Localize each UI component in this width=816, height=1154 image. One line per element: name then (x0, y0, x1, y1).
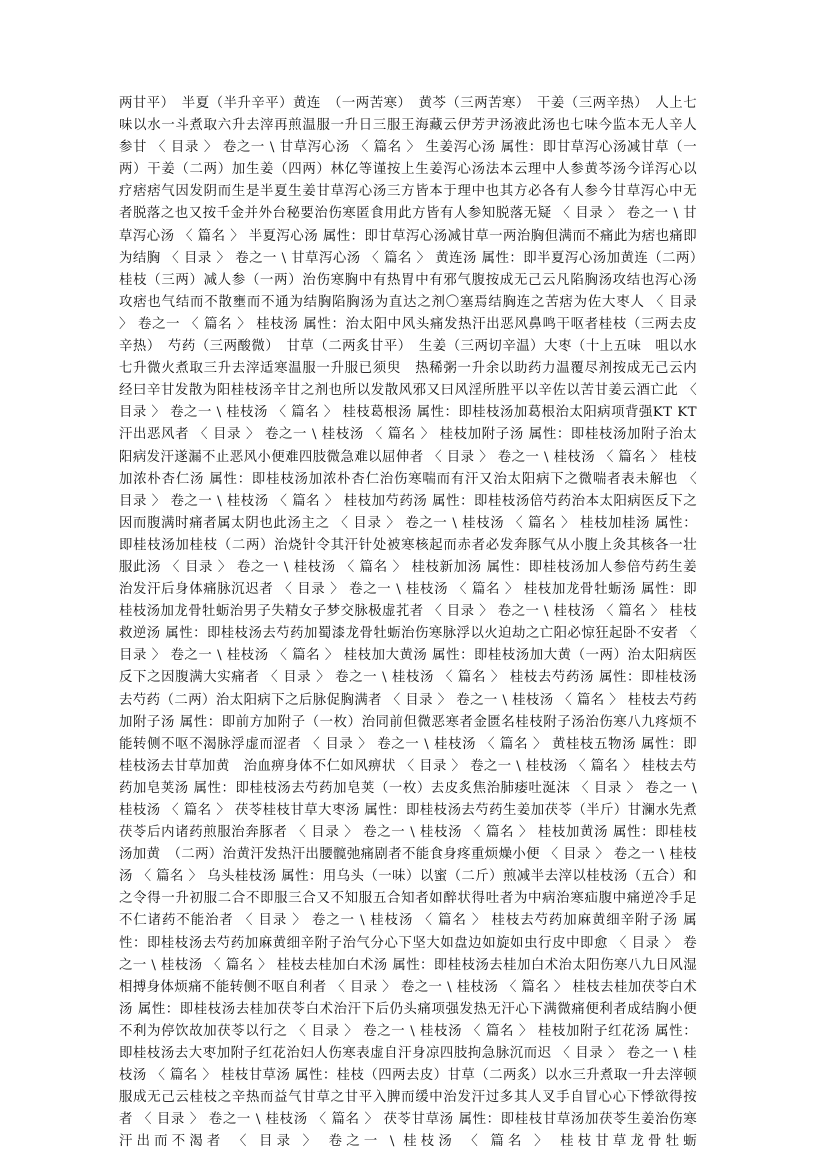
document-page (119, 93, 697, 1150)
document-body-text: 两甘平） 半夏（半升辛平）黄连 （一两苦寒） 黄芩（三两苦寒） 干姜（三两辛热） 人上七味以水一斗煮取六升去滓再煎温服一升日三服王海藏云伊芳尹汤液此汤也七味今监本无人辛人参甘 〈 目录 〉 卷之一 \ 甘草泻心汤 〈 篇名 〉 生姜泻心汤 属性：即甘草泻心汤减甘草（一两）干姜（二两）加生姜（四两）林亿等谨按上生姜泻心汤法本云理中人参黄芩汤今详泻心以疗痞痞气因发阴而生是半夏生姜甘草泻心汤三方皆本于理中也其方必各有人参今甘草泻心中无者脱落之也又按千金并外台秘要治伤寒匿食用此方皆有人参知脱落无疑 〈 目录 〉 卷之一 \ 甘草泻心汤 〈 篇名 〉 半夏泻心汤 属性：即甘草泻心汤减甘草一两治胸但满而不痛此为痞也痛即为结胸 〈 目录 〉 卷之一 \ 甘草泻心汤 〈 篇名 〉 黄连汤 属性：即半夏泻心汤加黄连（二两）桂枝（三两）减人参（一两）治伤寒胸中有热胃中有邪气腹按成无己云凡陷胸汤攻结也泻心汤攻痞也气结而不散壅而不通为结胸陷胸汤为直达之剂〇塞焉结胸连之苦痞为佐大枣人 〈 目录 〉 卷之一 〈 篇名 〉 桂枝汤 属性：治太阳中风头痛发热汗出恶风鼻鸣干呕者桂枝（三两去皮辛热） 芍药（三两酸微） 甘草（二两炙甘平） 生姜（三两切辛温）大枣（十上五味 咀以水七升微火煮取三升去滓适寒温服一升服已须臾 热稀粥一升余以助药力温覆尽剂按成无己云内经曰辛甘发散为阳桂枝汤辛甘之剂也所以发散风邪又曰风淫所胜平以辛佐以苦甘姜云酒亡此 〈 目录 〉 卷之一 \ 桂枝汤 〈 篇名 〉 桂枝葛根汤 属性：即桂枝汤加葛根治太阳病项背强KT KT 汗出恶风者 〈 目录 〉 卷之一 \ 桂枝汤 〈 篇名 〉 桂枝加附子汤 属性：即桂枝汤加附子治太阳病发汗遂漏不止恶风小便难四肢微急难以屈伸者 〈 目录 〉 卷之一 \ 桂枝汤 〈 篇名 〉 桂枝加浓朴杏仁汤 属性：即桂枝汤加浓朴杏仁治伤寒喘而有汗又治太阳病下之微喘者表未解也 〈 目录 〉 卷之一 \ 桂枝汤 〈 篇名 〉 桂枝加芍药汤 属性：即桂枝汤倍芍药治本太阳病医反下之因而腹满时痛者属太阴也此汤主之 〈 目录 〉 卷之一 \ 桂枝汤 〈 篇名 〉 桂枝加桂汤 属性：即桂枝汤加桂枝（二两）治烧针令其汗针处被寒核起而赤者必发奔豚气从小腹上灸其核各一壮服此汤 〈 目录 〉 卷之一 \ 桂枝汤 〈 篇名 〉 桂枝新加汤 属性：即桂枝汤加人参倍芍药生姜治发汗后身体痛脉沉迟者 〈 目录 〉 卷之一 \ 桂枝汤 〈 篇名 〉 桂枝加龙骨牡蛎汤 属性：即桂枝汤加龙骨牡蛎治男子失精女子梦交脉极虚芤者 〈 目录 〉 卷之一 \ 桂枝汤 〈 篇名 〉 桂枝救逆汤 属性：即桂枝汤去芍药加蜀漆龙骨牡蛎治伤寒脉浮以火迫劫之亡阳必惊狂起卧不安者 〈 目录 〉 卷之一 \ 桂枝汤 〈 篇名 〉 桂枝加大黄汤 属性：即桂枝汤加大黄（一两）治太阳病医反下之因腹满大实痛者 〈 目录 〉 卷之一 \ 桂枝汤 〈 篇名 〉 桂枝去芍药汤 属性：即桂枝汤去芍药（二两）治太阳病下之后脉促胸满者 〈 目录 〉 卷之一 \ 桂枝汤 〈 篇名 〉 桂枝去芍药加附子汤 属性：即前方加附子（一枚）治同前但微恶寒者金匮名桂枝附子汤治伤寒八九疼烦不能转侧不呕不渴脉浮虚而涩者 〈 目录 〉 卷之一 \ 桂枝汤 〈 篇名 〉 黄桂枝五物汤 属性：即桂枝汤去甘草加黄 治血痹身体不仁如风痹状 〈 目录 〉 卷之一 \ 桂枝汤 〈 篇名 〉 桂枝去芍药加皂荚汤 属性：即桂枝汤去芍药加皂荚（一枚）去皮炙焦治肺痿吐涎沫 〈 目录 〉 卷之一 \ 桂枝汤 〈 篇名 〉 茯苓桂枝甘草大枣汤 属性：即桂枝汤去芍药生姜加茯苓（半斤）甘澜水先煮茯苓后内诸药煎服治奔豚者 〈 目录 〉 卷之一 \ 桂枝汤 〈 篇名 〉 桂枝加黄汤 属性：即桂枝汤加黄 （二两）治黄汗发热汗出腰髋弛痛剧者不能食身疼重烦燥小便 〈 目录 〉 卷之一 \ 桂枝汤 〈 篇名 〉 乌头桂枝汤 属性：用乌头（一味）以蜜（二斤）煎减半去滓以桂枝汤（五合）和之令得一升初服二合不即服三合又不知服五合知者如醉状得吐者为中病治寒疝腹中痛逆冷手足不仁诸药不能治者 〈 目录 〉 卷之一 \ 桂枝汤 〈 篇名 〉 桂枝去芍药加麻黄细辛附子汤 属性：即桂枝汤去芍药加麻黄细辛附子治气分心下坚大如盘边如旋如虫行皮中即愈 〈 目录 〉 卷之一 \ 桂枝汤 〈 篇名 〉 桂枝去桂加白术汤 属性：即桂枝汤去桂加白术治太阳伤寒八九日风湿相搏身体烦痛不能转侧不呕自利者 〈 目录 〉 卷之一 \ 桂枝汤 〈 篇名 〉 桂枝去桂加茯苓白术汤 属性：即桂枝汤去桂加茯苓白术治汗下后仍头痛项强发热无汗心下满微痛便利者成结胸小便不利为停饮故加茯苓以行之 〈 目录 〉 卷之一 \ 桂枝汤 〈 篇名 〉 桂枝加附子红花汤 属性：即桂枝汤去大枣加附子红花治妇人伤寒表虚自汗身凉四肢拘急脉沉而迟 〈 目录 〉 卷之一 \ 桂枝汤 〈 篇名 〉 桂枝甘草汤 属性：桂枝（四两去皮）甘草（二两炙）以水三升煮取一升去滓顿服成无己云桂枝之辛热而益气甘草之甘平入脾而缓中治发汗过多其人叉手自冒心心下悸欲得按者 〈 目录 〉 卷之一 \ 桂枝汤 〈 篇名 〉 茯苓甘草汤 属性：即桂枝甘草汤加茯苓生姜治伤寒汗出而不渴者 〈 目录 〉 卷之一 \ 桂枝汤 〈 篇名 〉 桂枝甘草龙骨牡蛎 (119, 96, 697, 1150)
